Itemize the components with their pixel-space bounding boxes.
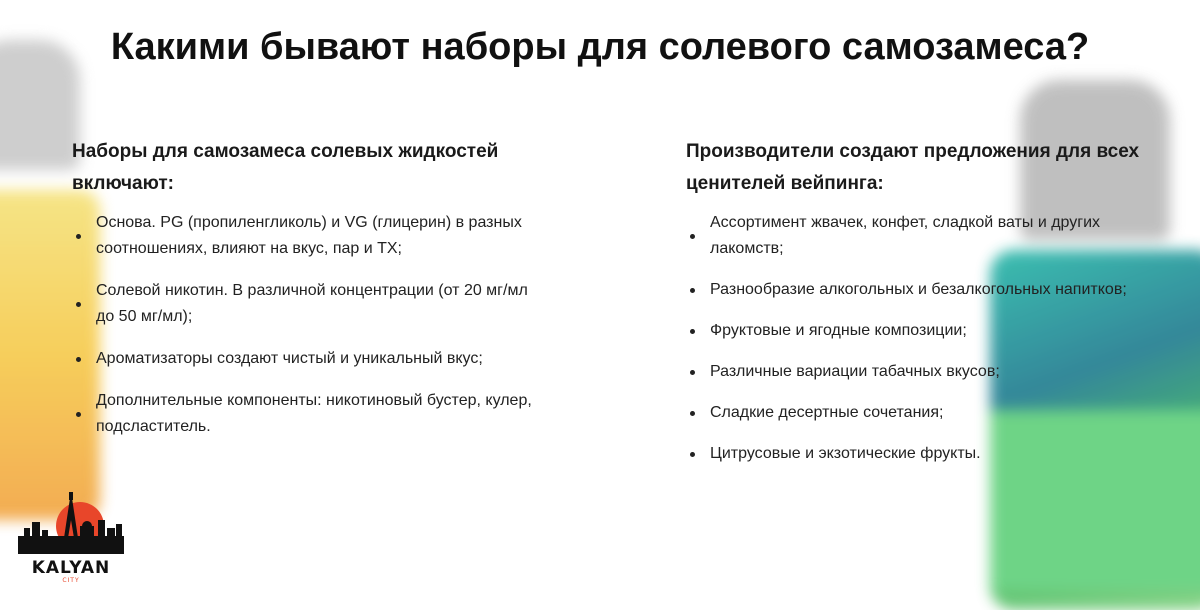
list-item: Сладкие десертные сочетания; xyxy=(686,400,1156,426)
kalyan-city-logo[interactable] xyxy=(18,492,124,584)
page-title: Какими бывают наборы для солевого самозамеса? xyxy=(110,26,1090,68)
bullet-icon xyxy=(690,452,695,457)
right-column xyxy=(686,136,1156,482)
bullet-icon xyxy=(690,329,695,334)
bullet-icon xyxy=(690,288,695,293)
bullet-icon xyxy=(690,411,695,416)
list-item: Ароматизаторы создают чистый и уникальный вкус; xyxy=(72,346,542,372)
list-item: Ассортимент жвачек, конфет, сладкой ваты и других лакомств; xyxy=(686,210,1156,262)
left-heading: Наборы для самозамеса солевых жидкостей включают: xyxy=(72,141,499,194)
bullet-icon xyxy=(76,357,81,362)
list-item: Различные вариации табачных вкусов; xyxy=(686,359,1156,385)
bullet-icon xyxy=(76,234,81,239)
bullet-icon xyxy=(76,302,81,307)
logo-name: KALYAN xyxy=(31,558,111,578)
bullet-icon xyxy=(690,370,695,375)
list-item: Цитрусовые и экзотические фрукты. xyxy=(686,441,1156,467)
list-item: Дополнительные компоненты: никотиновый бустер, кулер, подсластитель. xyxy=(72,388,542,440)
list-item: Фруктовые и ягодные композиции; xyxy=(686,318,1156,344)
left-list xyxy=(72,210,542,440)
bullet-icon xyxy=(76,412,81,417)
right-list xyxy=(686,210,1156,467)
right-heading: Производители создают предложения для всех ценителей вейпинга: xyxy=(686,141,1140,194)
list-item: Солевой никотин. В различной концентрации (от 20 мг/мл до 50 мг/мл); xyxy=(72,278,542,330)
left-column xyxy=(72,136,542,456)
list-item: Основа. PG (пропиленгликоль) и VG (глицерин) в разных соотношениях, влияют на вкус, пар и ТХ; xyxy=(72,210,542,262)
logo-subtitle: CITY xyxy=(62,577,80,584)
list-item: Разнообразие алкогольных и безалкогольных напитков; xyxy=(686,277,1156,303)
bullet-icon xyxy=(690,234,695,239)
skyline-icon xyxy=(18,492,124,554)
